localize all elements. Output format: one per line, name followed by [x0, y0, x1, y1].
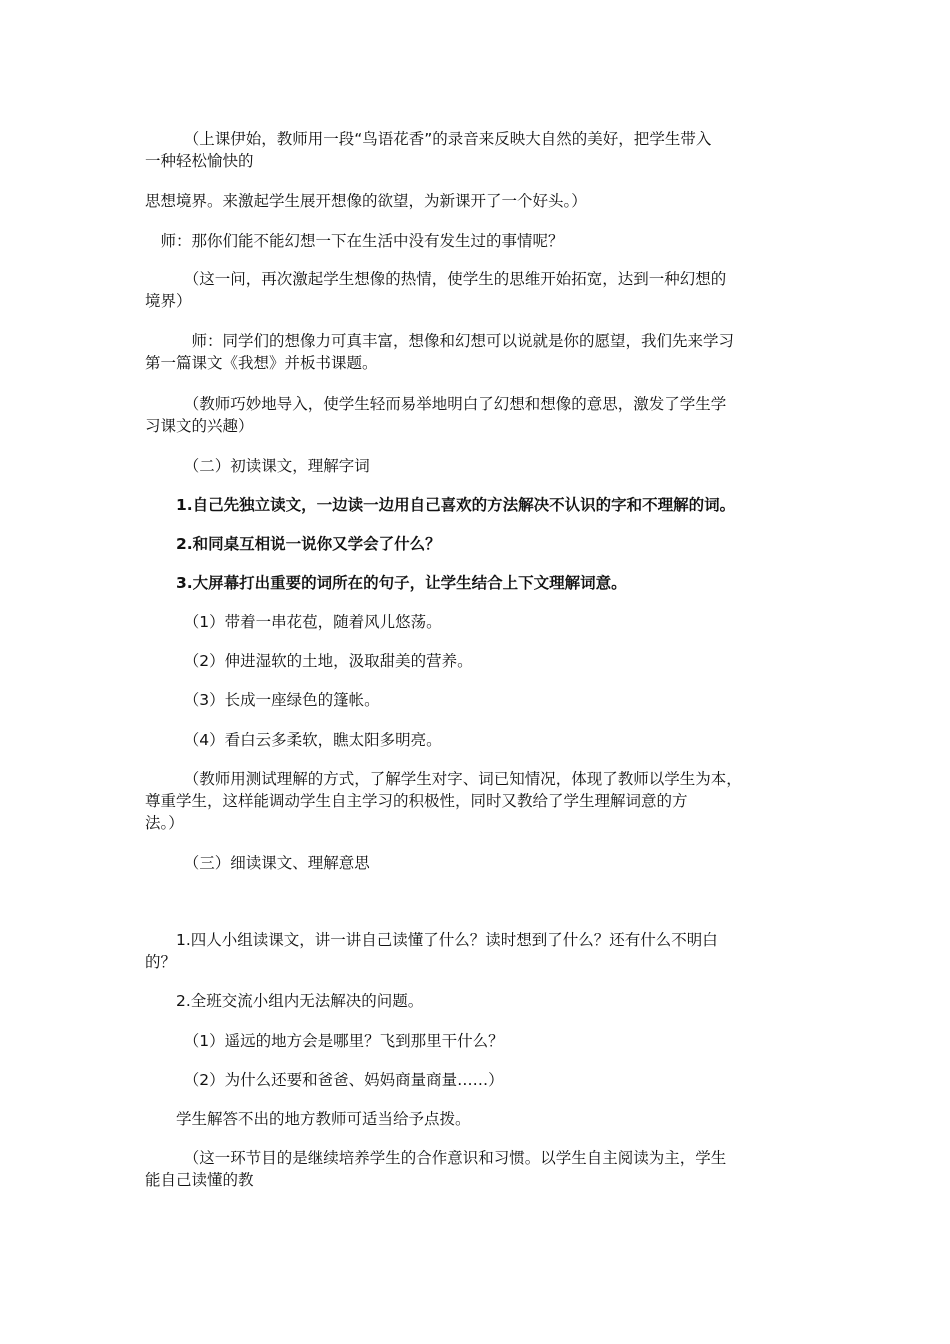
text-line: 境界） — [145, 292, 192, 310]
text-line: （3）长成一座绿色的篷帐。 — [145, 691, 380, 709]
section-heading-2 — [145, 455, 805, 477]
text-line: （2）伸进湿软的土地，汲取甜美的营养。 — [145, 652, 473, 670]
text-line: （这一环节目的是继续培养学生的合作意识和习惯。以学生自主阅读为主，学生 — [145, 1149, 727, 1167]
step-1 — [145, 494, 805, 516]
step-2 — [145, 533, 805, 555]
paragraph-testing-comment — [145, 768, 805, 834]
text-line: （1）带着一串花苞，随着风儿悠荡。 — [145, 613, 442, 631]
sentence-2 — [145, 650, 805, 672]
text-line: （4）看白云多柔软，瞧太阳多明亮。 — [145, 731, 442, 749]
sentence-4 — [145, 729, 805, 751]
section-heading-3 — [145, 852, 805, 874]
text-line: （教师用测试理解的方式，了解学生对字、词已知情况，体现了教师以学生为本， — [145, 770, 742, 788]
text-line: 法。） — [145, 814, 184, 832]
text-line: 学生解答不出的地方教师可适当给予点拨。 — [145, 1110, 471, 1128]
paragraph-intro-comment-cont — [145, 190, 805, 212]
sentence-3 — [145, 689, 805, 711]
text-line: 师：同学们的想像力可真丰富，想像和幻想可以说就是你的愿望，我们先来学习 — [145, 332, 735, 350]
text-line: （1）遥远的地方会是哪里？飞到那里干什么？ — [145, 1032, 504, 1050]
paragraph-teacher-question — [145, 230, 805, 252]
text-line: 第一篇课文《我想》并板书课题。 — [145, 354, 378, 372]
text-line: 1.四人小组读课文，讲一讲自己读懂了什么？读时想到了什么？还有什么不明白 — [145, 931, 718, 949]
text-line: 一种轻松愉快的 — [145, 152, 254, 170]
text-line: 的？ — [145, 953, 177, 971]
paragraph-teacher-hint — [145, 1108, 805, 1130]
question-1 — [145, 1030, 805, 1052]
text-line: 2.全班交流小组内无法解决的问题。 — [145, 992, 424, 1010]
group-step-2 — [145, 990, 805, 1012]
text-line: （2）为什么还要和爸爸、妈妈商量商量……） — [145, 1071, 504, 1089]
text-line: （三）细读课文、理解意思 — [145, 854, 370, 872]
text-line: 1.自己先独立读文，一边读一边用自己喜欢的方法解决不认识的字和不理解的词。 — [145, 496, 736, 514]
text-line: 师：那你们能不能幻想一下在生活中没有发生过的事情呢？ — [145, 232, 564, 250]
sentence-1 — [145, 611, 805, 633]
text-line: 习课文的兴趣） — [145, 417, 254, 435]
paragraph-question-comment — [145, 268, 805, 312]
text-line: （上课伊始，教师用一段“鸟语花香”的录音来反映大自然的美好，把学生带入 — [145, 130, 712, 148]
step-3 — [145, 572, 805, 594]
text-line: 尊重学生，这样能调动学生自主学习的积极性，同时又教给了学生理解词意的方 — [145, 792, 688, 810]
text-line: 思想境界。来激起学生展开想像的欲望，为新课开了一个好头。） — [145, 192, 587, 210]
text-line: 2.和同桌互相说一说你又学会了什么？ — [145, 535, 441, 553]
text-line: 3.大屏幕打出重要的词所在的句子，让学生结合上下文理解词意。 — [145, 574, 627, 592]
text-line: （二）初读课文，理解字词 — [145, 457, 370, 475]
paragraph-lesson-comment — [145, 393, 805, 437]
text-line: （教师巧妙地导入，使学生轻而易举地明白了幻想和想像的意思，激发了学生学 — [145, 395, 727, 413]
group-step-1 — [145, 929, 805, 973]
paragraph-intro-comment — [145, 128, 805, 172]
text-line: 能自己读懂的教 — [145, 1171, 254, 1189]
paragraph-teacher-intro-lesson — [145, 330, 805, 374]
paragraph-cooperation-comment — [145, 1147, 805, 1191]
question-2 — [145, 1069, 805, 1091]
text-line: （这一问，再次激起学生想像的热情，使学生的思维开始拓宽，达到一种幻想的 — [145, 270, 727, 288]
